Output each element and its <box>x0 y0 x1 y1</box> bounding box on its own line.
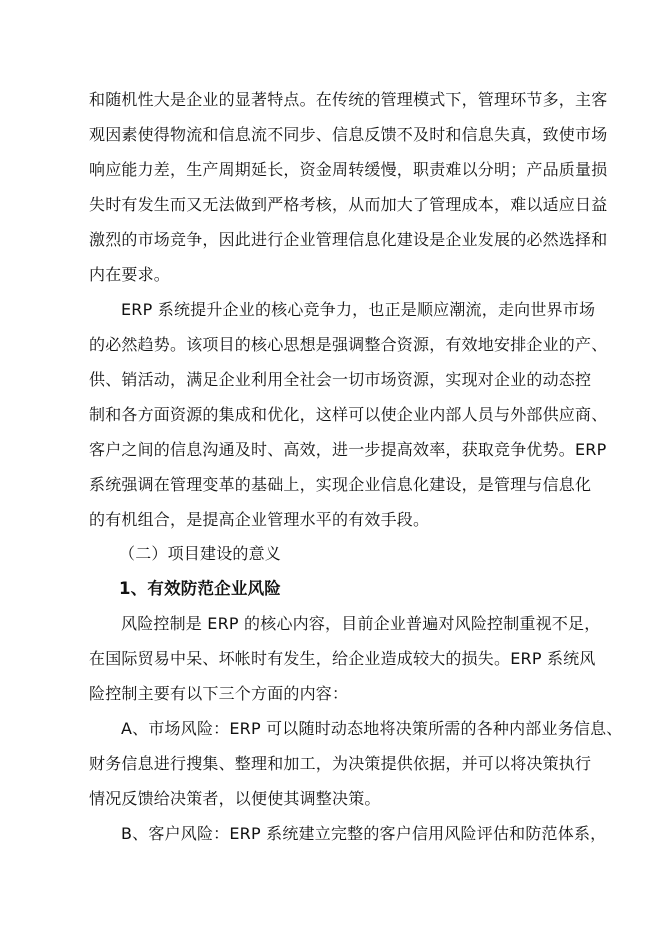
paragraph-4-line-2: 财务信息进行搜集、整理和加工，为决策提供依据，并可以将决策执行 <box>89 754 592 773</box>
paragraph-1-line-3: 响应能力差，生产周期延长，资金周转缓慢，职责难以分明；产品质量损 <box>89 160 608 179</box>
paragraph-4-line-1: A、市场风险：ERP 可以随时动态地将决策所需的各种内部业务信息、 <box>121 719 623 738</box>
paragraph-3-line-1: 风险控制是 ERP 的核心内容，目前企业普遍对风险控制重视不足， <box>121 614 601 633</box>
paragraph-5-line-1: B、客户风险：ERP 系统建立完整的客户信用风险评估和防范体系， <box>121 824 607 843</box>
paragraph-1-line-4: 失时有发生而又无法做到严格考核，从而加大了管理成本，难以适应日益 <box>89 195 608 214</box>
paragraph-2-line-3: 供、销活动，满足企业利用全社会一切市场资源，实现对企业的动态控 <box>89 370 592 389</box>
paragraph-4-line-3: 情况反馈给决策者，以便使其调整决策。 <box>89 789 381 808</box>
paragraph-1-line-6: 内在要求。 <box>89 265 171 284</box>
paragraph-3-line-2: 在国际贸易中呆、坏帐时有发生，给企业造成较大的损失。ERP 系统风 <box>89 649 596 668</box>
paragraph-1-line-1: 和随机性大是企业的显著特点。在传统的管理模式下，管理环节多，主客 <box>89 90 608 109</box>
paragraph-1-line-2: 观因素使得物流和信息流不同步、信息反馈不及时和信息失真，致使市场 <box>89 125 608 144</box>
paragraph-2-line-4: 制和各方面资源的集成和优化，这样可以使企业内部人员与外部供应商、 <box>89 405 608 424</box>
paragraph-3-line-3: 险控制主要有以下三个方面的内容： <box>89 684 349 703</box>
paragraph-2-line-7: 的有机组合，是提高企业管理水平的有效手段。 <box>89 510 430 529</box>
paragraph-2-line-1: ERP 系统提升企业的核心竞争力，也正是顺应潮流，走向世界市场 <box>121 300 596 319</box>
paragraph-2-line-5: 客户之间的信息沟通及时、高效，进一步提高效率，获取竞争优势。ERP <box>89 440 607 459</box>
paragraph-2-line-2: 的必然趋势。该项目的核心思想是强调整合资源，有效地安排企业的产、 <box>89 335 608 354</box>
paragraph-2-line-6: 系统强调在管理变革的基础上，实现企业信息化建设，是管理与信息化 <box>89 475 592 494</box>
subheading: 1、有效防范企业风险 <box>119 579 281 598</box>
paragraph-1-line-5: 激烈的市场竞争，因此进行企业管理信息化建设是企业发展的必然选择和 <box>89 230 608 249</box>
section-heading: （二）项目建设的意义 <box>119 544 282 563</box>
